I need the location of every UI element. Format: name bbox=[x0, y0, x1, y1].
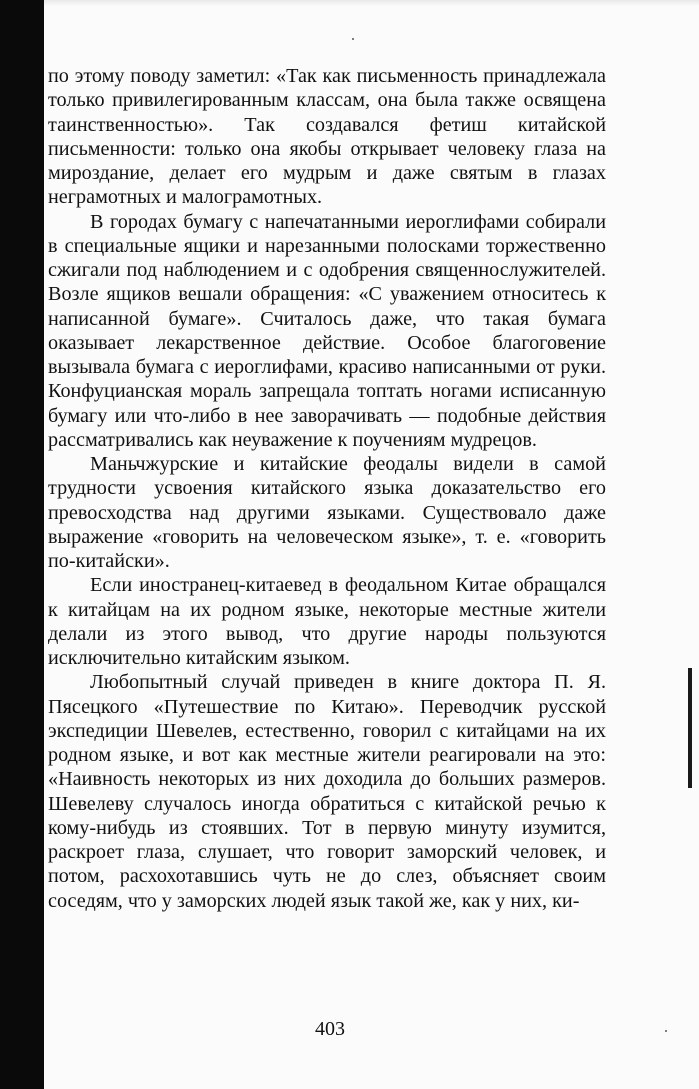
paragraph: Маньчжурские и китайские феодалы видели в самой трудности усвоения китайского языка доказательство его превосходства над другими языками. Существовало даже выражение «говорить на человеческом языке», т. е. «говорить по-китайски». bbox=[48, 453, 606, 572]
scan-mark-right bbox=[688, 668, 692, 788]
scan-speck bbox=[665, 1030, 667, 1032]
paragraph: Любопытный случай приведен в книге доктора П. Я. Пясецкого «Путешествие по Китаю». Переводчик русской экспедиции Шевелев, естественно, говорил с китайцами на их родном языке, и вот как местные жители реагировали на это: «Наивность некоторых из них доходила до больших размеров. Шевелеву случалось иногда обратиться с китайской речью к кому-нибудь из стоявших. Тот в первую минуту изумится, раскроет глаза, слушает, что говорит заморский человек, и потом, расхохотавшись чуть не до слез, объясняет своим соседям, что у заморских людей язык такой же, как у них, ки- bbox=[48, 671, 606, 912]
page-number: 403 bbox=[315, 1018, 345, 1040]
scan-shadow-top bbox=[0, 0, 699, 6]
scan-binding-shadow bbox=[0, 0, 44, 1089]
paragraph: В городах бумагу с напечатанными иероглифами собирали в специальные ящики и нарезанными полосками торжественно сжигали под наблюдением и с одобрения священнослужителей. Возле ящиков вешали обращения: «С уважением относитесь к написанной бумаге». Считалось даже, что такая бумага оказывает лекарственное действие. Особое благоговение вызывала бумага с иероглифами, красиво написанными от руки. Конфуцианская мораль запрещала топтать ногами исписанную бумагу или что-либо в нее заворачивать — подобные действия рассматривались как неуважение к поучениям мудрецов. bbox=[48, 210, 606, 451]
scan-speck bbox=[352, 38, 354, 40]
body-text bbox=[48, 64, 606, 913]
paragraph: по этому поводу заметил: «Так как письменность принадлежала только привилегированным классам, она была также освящена таинственностью». Так создавался фетиш китайской письменности: только она якобы открывает человеку глаза на мироздание, делает его мудрым и даже святым в глазах неграмотных и малограмотных. bbox=[48, 65, 606, 209]
paragraph: Если иностранец-китаевед в феодальном Китае обращался к китайцам на их родном языке, некоторые местные жители делали из этого вывод, что другие народы пользуются исключительно китайским языком. bbox=[48, 574, 606, 669]
